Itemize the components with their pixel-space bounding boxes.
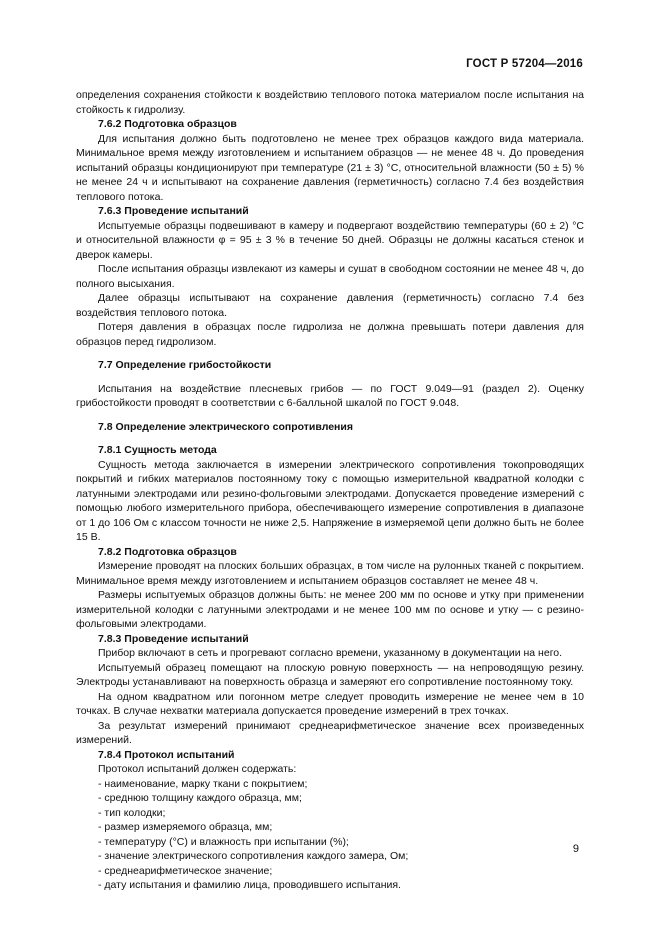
heading-7-6-2: 7.6.2 Подготовка образцов [98, 118, 237, 130]
heading-7-8-4: 7.8.4 Протокол испытаний [98, 748, 235, 761]
paragraph-7-8-2-a: Измерение проводят на плоских больших образцах, в том числе на рулонных тканей с покрытием. Минимальное время между изготовлением и испытанием образцов составляет не менее 48 ч. [76, 560, 584, 587]
paragraph-7-6-3-b: После испытания образцы извлекают из камеры и сушат в свободном состоянии не менее 48 ч, до полного высыхания. [76, 263, 584, 290]
paragraph-7-8-2-b: Размеры испытуемых образцов должны быть: не менее 200 мм по основе и утку при применении измерительной колодки с латунными электродами и не менее 100 мм по основе и утку — с резино-фольговыми электродами. [76, 589, 584, 630]
paragraph-7-8-3-a: Прибор включают в сеть и прогревают согласно времени, указанному в документации на него. [98, 647, 563, 659]
paragraph-7-8-3-b: Испытуемый образец помещают на плоскую ровную поверхность — на непроводящую резину. Электроды устанавливают на поверхность образца и замеряют его сопротивление постоянному току. [76, 661, 584, 688]
paragraph-7-6-3-a: Испытуемые образцы подвешивают в камеру и подвергают воздействию температуры (60 ± 2) °С и относительной влажности φ = 95 ± 3 % в течение 50 дней. Образцы не должны касаться стенок и дверок камеры. [76, 219, 584, 261]
paragraph-7-8-1: Сущность метода заключается в измерении электрического сопротивления токопроводящих покрытий и гибких материалов постоянному току с помощью измерительной квадратной колодки с латунными электродами или резино-фольговыми электродами. Допускается проведение измерений с помощью любого измерительного прибора, обеспечивающего измерение сопротивления в диапазоне от 1 до 106 Ом с классом точности не ниже 2,5. Напряжение в измеряемой цепи должно быть не более 15 В. [76, 458, 584, 543]
paragraph-7-6-3-c: Далее образцы испытывают на сохранение давления (герметичность) согласно 7.4 без воздействия теплового потока. [76, 292, 584, 319]
paragraph-continuation: определения сохранения стойкости к воздействию теплового потока материалом после испытания на стойкость к гидролизу. [76, 89, 584, 116]
paragraph-7-8-3-c: На одном квадратном или погонном метре следует проводить измерение не менее чем в 10 точках. В случае нехватки материала допускается проведение измерений в трех точках. [76, 690, 584, 717]
document-header: ГОСТ Р 57204—2016 [466, 58, 583, 70]
page-number: 9 [572, 843, 579, 855]
list-item: - среднеарифметическое значение; [98, 864, 273, 877]
list-item: - значение электрического сопротивления каждого замера, Ом; [98, 850, 409, 862]
paragraph-7-6-2: Для испытания должно быть подготовлено не менее трех образцов каждого вида материала. Минимальное время между изготовлением и испытанием образцов — не менее 48 ч. До проведения испытаний образцы кондиционируют при температуре (21 ± 3) °С, относительной влажности (50 ± 5) % не менее 24 ч и испытывают на сохранение давления (герметичность) согласно 7.4 без воздействия теплового потока. [76, 132, 584, 203]
list-item: - размер измеряемого образца, мм; [98, 821, 273, 833]
list-item: - наименование, марку ткани с покрытием; [98, 777, 308, 790]
heading-7-8: 7.8 Определение электрического сопротивления [98, 420, 353, 433]
list-item: - дату испытания и фамилию лица, проводившего испытания. [98, 879, 401, 891]
list-item: - среднюю толщину каждого образца, мм; [98, 792, 302, 804]
paragraph-7-7: Испытания на воздействие плесневых грибов — по ГОСТ 9.049—91 (раздел 2). Оценку грибостойкости проводят в соответствии с 6-балльной шкалой по ГОСТ 9.048. [76, 382, 584, 409]
list-item: - температуру (°С) и влажность при испытании (%); [98, 835, 349, 848]
paragraph-7-8-4: Протокол испытаний должен содержать: [98, 763, 297, 775]
heading-7-6-3: 7.6.3 Проведение испытаний [98, 205, 249, 217]
document-body [76, 88, 584, 893]
heading-7-8-3: 7.8.3 Проведение испытаний [98, 632, 249, 645]
paragraph-7-6-3-d: Потеря давления в образцах после гидролиза не должна превышать потери давления для образцов перед гидролизом. [76, 321, 584, 348]
heading-7-8-1: 7.8.1 Сущность метода [98, 444, 217, 456]
heading-7-7: 7.7 Определение грибостойкости [98, 359, 272, 371]
list-item: - тип колодки; [98, 806, 166, 819]
heading-7-8-2: 7.8.2 Подготовка образцов [98, 545, 237, 558]
paragraph-7-8-3-d: За результат измерений принимают среднеарифметическое значение всех произведенных измерений. [76, 719, 584, 746]
